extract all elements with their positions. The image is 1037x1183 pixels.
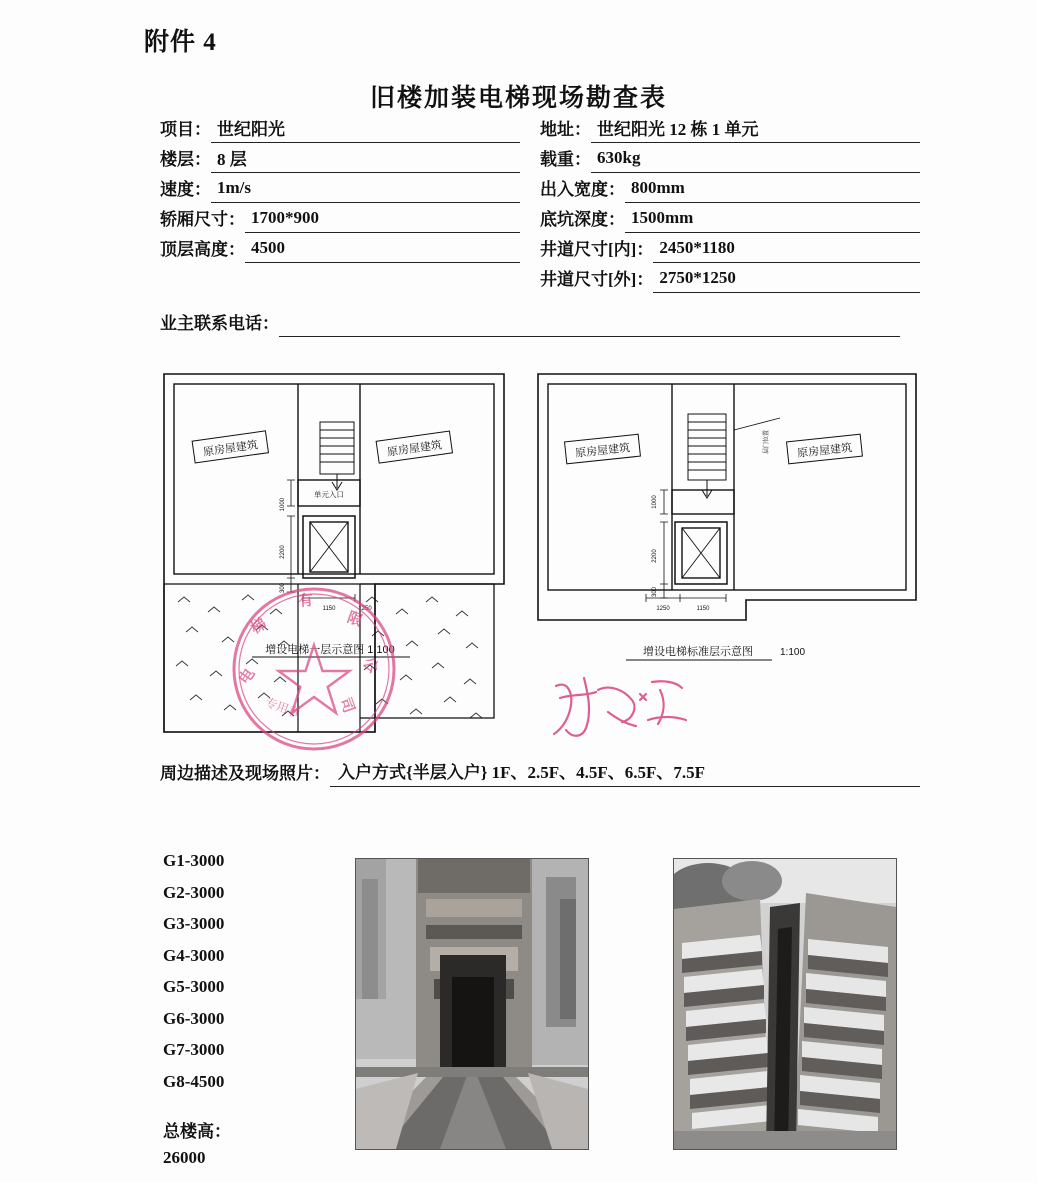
form-row-floors-load: [160, 146, 920, 176]
list-item: G4-3000: [163, 945, 225, 965]
svg-text:专用章: 专用章: [263, 695, 302, 721]
building-facade-photo: [673, 858, 897, 1150]
field-shaft-inner: [540, 236, 920, 263]
dim-2200-left: 2200: [280, 545, 286, 559]
svg-text:有: 有: [297, 591, 314, 611]
field-car-size-value[interactable]: 1700*900: [245, 208, 520, 233]
field-project: [160, 116, 520, 143]
plan-left-caption: 增设电梯一层示意图 1:100: [265, 644, 395, 656]
plan-left-building-left-label: 原房屋建筑: [202, 439, 259, 459]
field-project-label: 项目：: [160, 120, 211, 139]
list-item: G6-3000: [163, 1008, 225, 1028]
plan-right-scale: 1:100: [780, 647, 806, 658]
field-speed-label: 速度：: [160, 180, 211, 199]
field-floors: [160, 146, 520, 173]
field-door-width-value[interactable]: 800mm: [625, 178, 920, 203]
svg-text:梯: 梯: [248, 615, 270, 638]
field-shaft-outer-label: 井道尺寸[外]：: [540, 270, 654, 289]
list-item: G8-4500: [163, 1071, 225, 1091]
svg-text:司: 司: [336, 695, 358, 716]
field-address: [540, 116, 920, 143]
total-height-label: 总楼高：: [163, 1122, 231, 1141]
plan-right-building-right-label: 原房屋建筑: [796, 442, 853, 460]
field-pit-depth: [540, 206, 920, 233]
list-item: G5-3000: [163, 977, 225, 996]
floor-height-list: [163, 845, 333, 1097]
form-row-owner-phone: [160, 296, 920, 338]
field-car-size-label: 轿厢尺寸：: [160, 210, 245, 229]
field-car-size: [160, 206, 520, 233]
field-shaft-inner-label: 井道尺寸[内]：: [540, 240, 654, 259]
form-row-topheight-shaftinner: [160, 236, 920, 266]
document-title: 旧楼加装电梯现场勘查表: [369, 85, 667, 112]
field-door-width-label: 出入宽度：: [540, 180, 625, 199]
dim-1000-left: 1000: [280, 498, 286, 512]
form-row-shaftouter: [160, 266, 920, 296]
field-owner-phone-value[interactable]: [279, 312, 900, 337]
field-floors-value[interactable]: 8 层: [211, 145, 520, 173]
field-address-label: 地址：: [540, 120, 591, 139]
field-top-height: [160, 236, 520, 263]
list-item: G1-3000: [163, 851, 225, 870]
surroundings-description-row: [160, 758, 920, 787]
svg-text:电: 电: [235, 665, 259, 688]
field-load-value[interactable]: 630kg: [591, 148, 920, 173]
building-entrance-photo: [355, 858, 589, 1150]
field-project-value[interactable]: 世纪阳光: [211, 115, 520, 143]
field-owner-phone-label: 业主联系电话：: [160, 314, 279, 333]
plan-drawings: [160, 370, 920, 760]
field-door-width: [540, 176, 920, 203]
signature: [548, 668, 698, 748]
dim-1250-right: 1250: [656, 606, 670, 612]
field-shaft-outer: [540, 266, 920, 293]
field-load-label: 载重：: [540, 150, 591, 169]
field-speed: [160, 176, 520, 203]
field-address-value[interactable]: 世纪阳光 12 栋 1 单元: [591, 115, 920, 143]
plan-right-door-note: 层门位置: [764, 429, 770, 455]
field-pit-depth-value[interactable]: 1500mm: [625, 208, 920, 233]
field-pit-depth-label: 底坑深度：: [540, 210, 625, 229]
dim-1000-right: 1000: [652, 495, 658, 509]
plan-left-building-right-label: 原房屋建筑: [386, 439, 443, 459]
dim-300-right: 300: [652, 586, 658, 598]
form-row-project-address: [160, 116, 920, 146]
list-item: G2-3000: [163, 882, 225, 902]
field-shaft-outer-value[interactable]: 2750*1250: [653, 268, 920, 293]
attachment-label: 附件 4: [144, 29, 217, 56]
svg-text:公: 公: [359, 654, 382, 677]
plan-left-entrance-label: 单元入口: [314, 490, 344, 499]
dim-1150-right: 1150: [696, 606, 710, 612]
field-shaft-inner-value[interactable]: 2450*1180: [653, 238, 920, 263]
dim-300-left: 300: [280, 582, 286, 594]
field-top-height-label: 顶层高度：: [160, 240, 245, 259]
field-load: [540, 146, 920, 173]
surroundings-description-label: 周边描述及现场照片：: [160, 764, 330, 783]
field-top-height-value[interactable]: 4500: [245, 238, 520, 263]
list-item: G7-3000: [163, 1040, 225, 1059]
survey-form: [160, 116, 920, 338]
total-height-value: 26000: [163, 1148, 206, 1167]
list-item: G3-3000: [163, 914, 225, 933]
dim-2200-right: 2200: [652, 549, 658, 563]
surroundings-description-value[interactable]: 入户方式{半层入户} 1F、2.5F、4.5F、6.5F、7.5F: [330, 758, 920, 787]
field-owner-phone: [160, 310, 900, 337]
plan-right-building-left-label: 原房屋建筑: [574, 442, 631, 460]
form-row-speed-doorwidth: [160, 176, 920, 206]
field-floors-label: 楼层：: [160, 150, 211, 169]
plan-right-caption: 增设电梯标准层示意图: [643, 646, 753, 658]
dim-1150-left: 1150: [322, 606, 336, 612]
svg-text:限: 限: [344, 608, 365, 631]
form-row-carsize-pit: [160, 206, 920, 236]
dim-1250-left: 1250: [358, 606, 372, 612]
field-speed-value[interactable]: 1m/s: [211, 178, 520, 203]
